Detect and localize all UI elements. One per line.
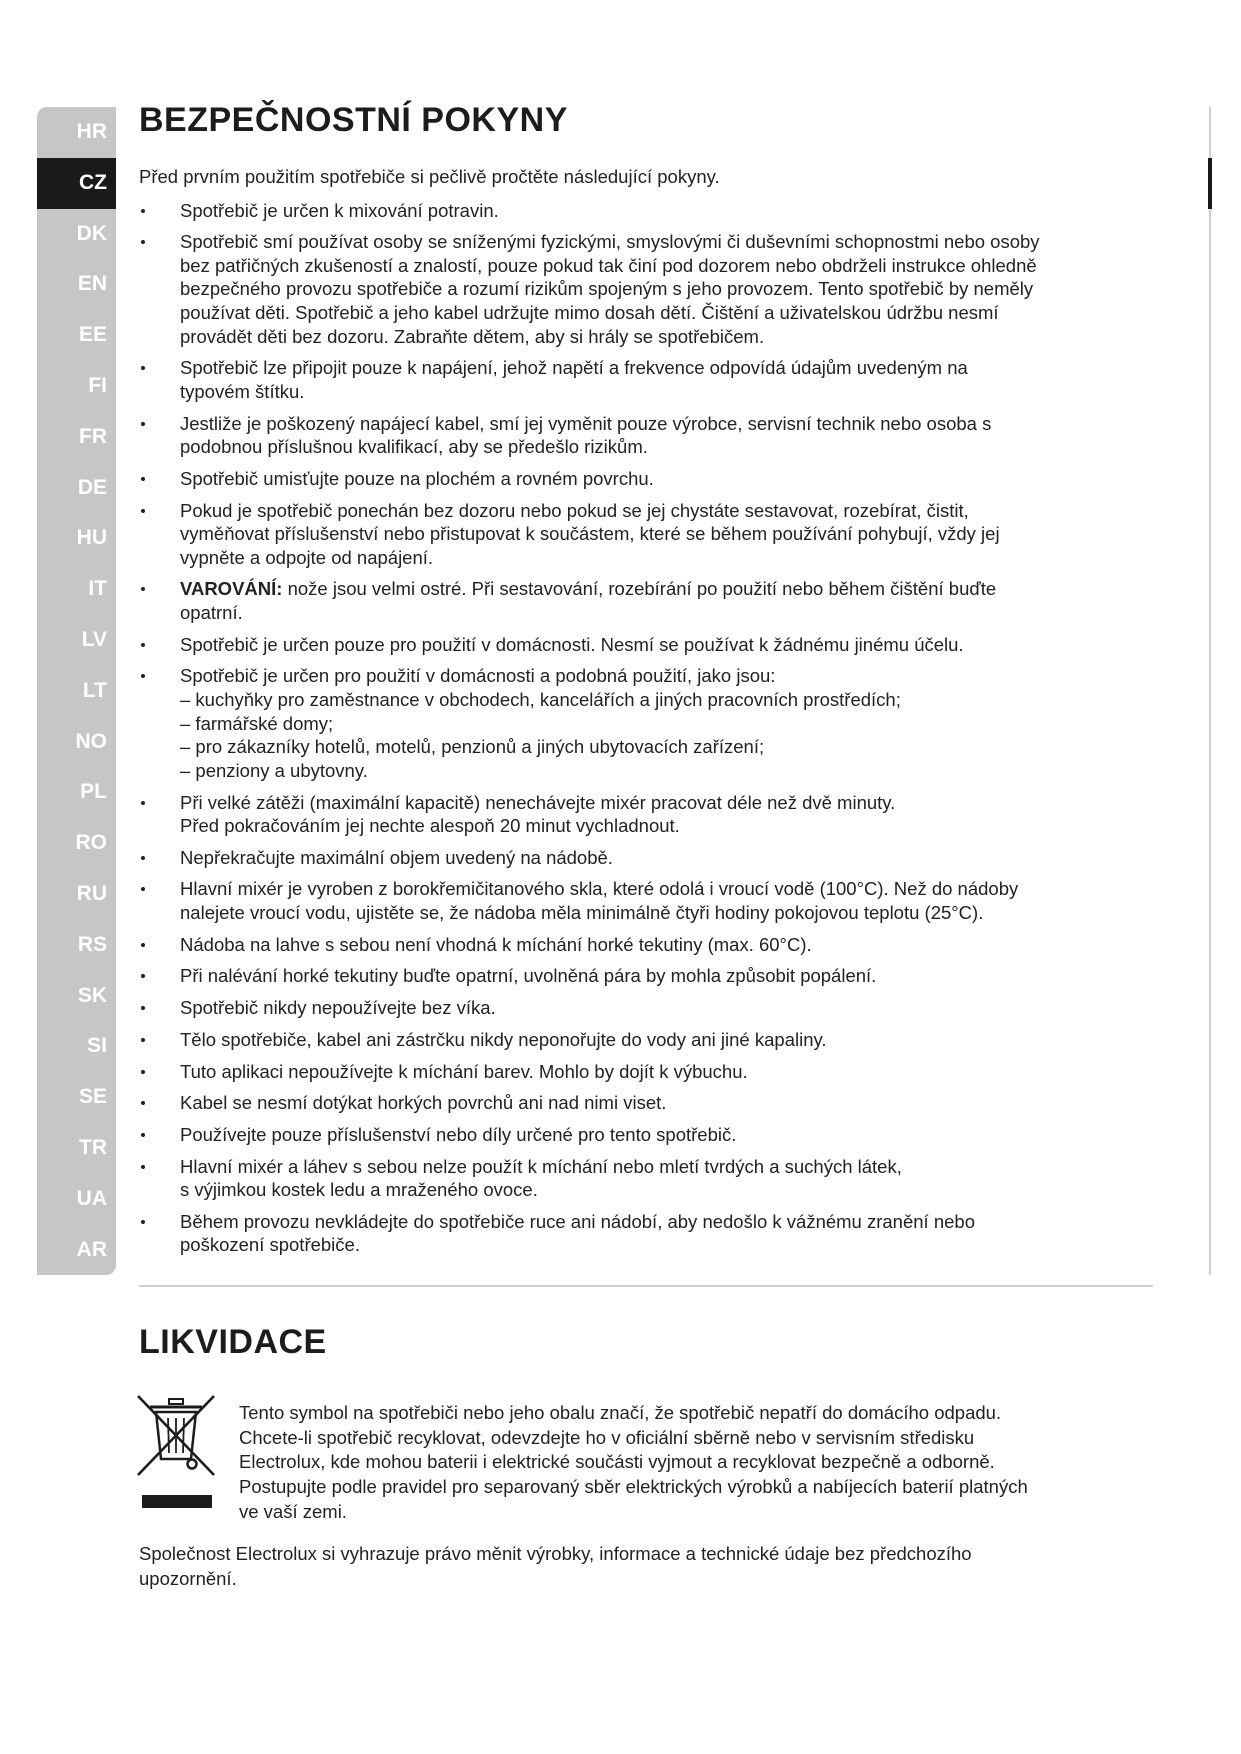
safety-item-line: opatrní. <box>180 602 243 624</box>
safety-title: BEZPEČNOSTNÍ POKYNY <box>139 101 568 139</box>
language-tab-lv: LV <box>81 627 107 651</box>
footer-note <box>139 1541 972 1591</box>
bin-rib <box>183 1418 184 1453</box>
safety-item <box>139 996 1189 1020</box>
disposal-line: Postupujte podle pravidel pro separovaný sběr elektrických výrobků a nabíjecích baterií platných <box>239 1476 1028 1498</box>
language-tab-ua: UA <box>76 1186 107 1210</box>
safety-item-line: používat děti. Spotřebič a jeho kabel udržujte mimo dosah dětí. Čištění a uživatelskou údržbu nesmí <box>180 302 999 324</box>
language-tab-hr: HR <box>76 120 107 143</box>
language-tab-ee: EE <box>78 323 107 347</box>
safety-item-line: typovém štítku. <box>180 380 305 402</box>
language-tab-se: SE <box>78 1085 107 1109</box>
language-tab-de: DE <box>77 475 107 499</box>
safety-subitem-line: – penziony a ubytovny. <box>180 759 368 781</box>
language-tab-hu: HU <box>76 526 107 550</box>
language-tab-ar: AR <box>76 1237 107 1261</box>
safety-item-line: Spotřebič lze připojit pouze k napájení, jehož napětí a frekvence odpovídá údajům uvedeným na <box>180 357 968 379</box>
disposal-line: Electrolux, kde mohou baterii i elektrické součásti vyjmout a recyklovat bezpečně a odborně. <box>239 1451 995 1473</box>
safety-item <box>139 964 1189 988</box>
language-tab-cz: CZ <box>37 158 116 209</box>
safety-item-line: Nepřekračujte maximální objem uvedený na nádobě. <box>180 846 613 868</box>
safety-item-line: Tuto aplikaci nepoužívejte k míchání barev. Mohlo by dojít k výbuchu. <box>180 1060 748 1082</box>
safety-item <box>139 877 1189 924</box>
language-tab-it: IT <box>88 577 107 601</box>
safety-item <box>139 1028 1189 1052</box>
safety-item <box>139 1060 1189 1084</box>
disposal-line: Chcete-li spotřebič recyklovat, odevzdejte ho v oficiální sběrně nebo v servisním středisku <box>239 1426 975 1448</box>
language-tab-fr: FR <box>79 424 107 448</box>
safety-item <box>139 1210 1189 1257</box>
safety-content <box>139 165 1189 1265</box>
safety-item-line: Kabel se nesmí dotýkat horkých povrchů ani nad nimi viset. <box>180 1092 667 1114</box>
page-edge-marker <box>1208 158 1212 209</box>
safety-item-line: provádět děti bez dozoru. Zabraňte dětem, aby si hrály se spotřebičem. <box>180 325 765 347</box>
safety-item-line: Hlavní mixér je vyroben z borokřemičitanového skla, které odolá i vroucí vodě (100°C). Než do nádoby <box>180 878 1019 900</box>
safety-item <box>139 199 1189 223</box>
safety-item-line: Spotřebič umisťujte pouze na plochém a rovném povrchu. <box>180 467 654 489</box>
safety-item-warning <box>139 577 1189 624</box>
bin-wheel <box>188 1460 197 1469</box>
disposal-title: LIKVIDACE <box>139 1323 327 1361</box>
language-tab-si: SI <box>87 1034 107 1058</box>
safety-item-line: Pokud je spotřebič ponechán bez dozoru nebo pokud se jej chystáte sestavovat, rozebírat, čistit, <box>180 499 969 521</box>
safety-item <box>139 499 1189 570</box>
language-tab-fi: FI <box>88 373 107 397</box>
language-tab-dk: DK <box>76 221 107 245</box>
safety-item-line: podobnou příslušnou kvalifikací, aby se předešlo rizikům. <box>180 436 648 458</box>
warning-label: VAROVÁNÍ: <box>180 578 283 600</box>
safety-item-line: s výjimkou kostek ledu a mraženého ovoce. <box>180 1179 538 1201</box>
section-divider <box>139 1285 1153 1287</box>
safety-item-line: vyměňovat příslušenství nebo přistupovat k součástem, které se během používání pohybují, vždy jej <box>180 523 1000 545</box>
language-tab-en: EN <box>77 272 107 296</box>
safety-item <box>139 1091 1189 1115</box>
safety-item-line: Tělo spotřebiče, kabel ani zástrčku nikdy neponořujte do vody ani jiné kapaliny. <box>180 1028 827 1050</box>
safety-item <box>139 933 1189 957</box>
safety-item-line: vypněte a odpojte od napájení. <box>180 546 434 568</box>
safety-item-line: Hlavní mixér a láhev s sebou nelze použít k míchání nebo mletí tvrdých a suchých látek, <box>180 1155 902 1177</box>
safety-item-line: Spotřebič je určen pouze pro použití v domácnosti. Nesmí se používat k žádnému jinému účelu. <box>180 633 964 655</box>
safety-item-line: Spotřebič smí používat osoby se sníženými fyzickými, smyslovými či duševními schopnostmi nebo osoby <box>180 231 1040 253</box>
safety-item <box>139 664 1189 782</box>
safety-item-line: Spotřebič je určen pro použití v domácnosti a podobná použití, jako jsou: <box>180 665 776 687</box>
warning-text: nože jsou velmi ostré. Při sestavování, rozebírání po použití nebo během čištění buďte <box>287 578 997 600</box>
footer-line: Společnost Electrolux si vyhrazuje právo měnit výrobky, informace a technické údaje bez předchozího <box>139 1543 972 1564</box>
safety-item-line: bezpečného provozu spotřebiče a rozumí rizikům spojeným s jeho provozem. Tento spotřebič by neměly <box>180 278 1034 300</box>
safety-subitem-line: – kuchyňky pro zaměstnance v obchodech, kancelářích a jiných pracovních prostředích; <box>180 689 901 711</box>
safety-item-line: bez patřičných zkušeností a znalostí, pouze pokud tak činí pod dozorem nebo obdrželi instrukce ohledně <box>180 254 1037 276</box>
language-tab-rs: RS <box>77 932 107 956</box>
language-tabs <box>37 107 116 1275</box>
safety-item <box>139 230 1189 348</box>
language-tab-tr: TR <box>79 1135 107 1159</box>
safety-item <box>139 1155 1189 1202</box>
disposal-line: ve vaší zemi. <box>239 1500 347 1522</box>
safety-item-line: Před pokračováním jej nechte alespoň 20 minut vychladnout. <box>180 815 680 837</box>
safety-item-line: Spotřebič je určen k mixování potravin. <box>180 199 499 221</box>
page-edge-rule <box>1209 107 1211 1275</box>
safety-subitem-line: – pro zákazníky hotelů, motelů, penzionů a jiných ubytovacích zařízení; <box>180 736 765 758</box>
disposal-paragraph <box>239 1401 1028 1525</box>
safety-item <box>139 467 1189 491</box>
safety-item-line <box>180 577 1189 601</box>
language-tab-no: NO <box>75 729 107 753</box>
safety-item <box>139 356 1189 403</box>
weee-bar <box>142 1495 212 1508</box>
safety-item-line: nalejete vroucí vodu, ujistěte se, že nádoba měla minimálně čtyři hodiny pokojovou teplotu (25°C). <box>180 902 984 924</box>
safety-item <box>139 633 1189 657</box>
safety-item-line: Při velké zátěži (maximální kapacitě) nenechávejte mixér pracovat déle než dvě minuty. <box>180 791 896 813</box>
safety-item-line: poškození spotřebiče. <box>180 1234 360 1256</box>
language-tab-ru: RU <box>76 881 107 905</box>
bin-handle <box>169 1399 183 1404</box>
weee-crossed-bin-icon <box>135 1393 217 1478</box>
safety-item-line: Při nalévání horké tekutiny buďte opatrní, uvolněná pára by mohla způsobit popálení. <box>180 965 877 987</box>
safety-item <box>139 791 1189 838</box>
safety-item-line: Nádoba na lahve s sebou není vhodná k míchání horké tekutiny (max. 60°C). <box>180 933 812 955</box>
language-tab-lt: LT <box>82 678 107 702</box>
disposal-line: Tento symbol na spotřebiči nebo jeho obalu značí, že spotřebič nepatří do domácího odpadu. <box>239 1402 1002 1423</box>
language-tab-sk: SK <box>77 983 107 1007</box>
safety-item <box>139 1123 1189 1147</box>
safety-item-line: Jestliže je poškozený napájecí kabel, smí jej vyměnit pouze výrobce, servisní technik nebo osoba s <box>180 412 992 434</box>
language-tab-pl: PL <box>80 780 107 804</box>
footer-line: upozornění. <box>139 1568 237 1589</box>
safety-item <box>139 412 1189 459</box>
safety-item-line: Během provozu nevkládejte do spotřebiče ruce ani nádobí, aby nedošlo k vážnému zranění nebo <box>180 1210 975 1232</box>
safety-item-line: Spotřebič nikdy nepoužívejte bez víka. <box>180 997 496 1019</box>
safety-item <box>139 846 1189 870</box>
safety-subitem-line: – farmářské domy; <box>180 712 334 734</box>
bin-rib <box>168 1418 169 1453</box>
safety-item-line: Používejte pouze příslušenství nebo díly určené pro tento spotřebič. <box>180 1123 737 1145</box>
language-tab-ro: RO <box>75 831 107 855</box>
safety-intro: Před prvním použitím spotřebiče si pečlivě pročtěte následující pokyny. <box>139 166 720 187</box>
